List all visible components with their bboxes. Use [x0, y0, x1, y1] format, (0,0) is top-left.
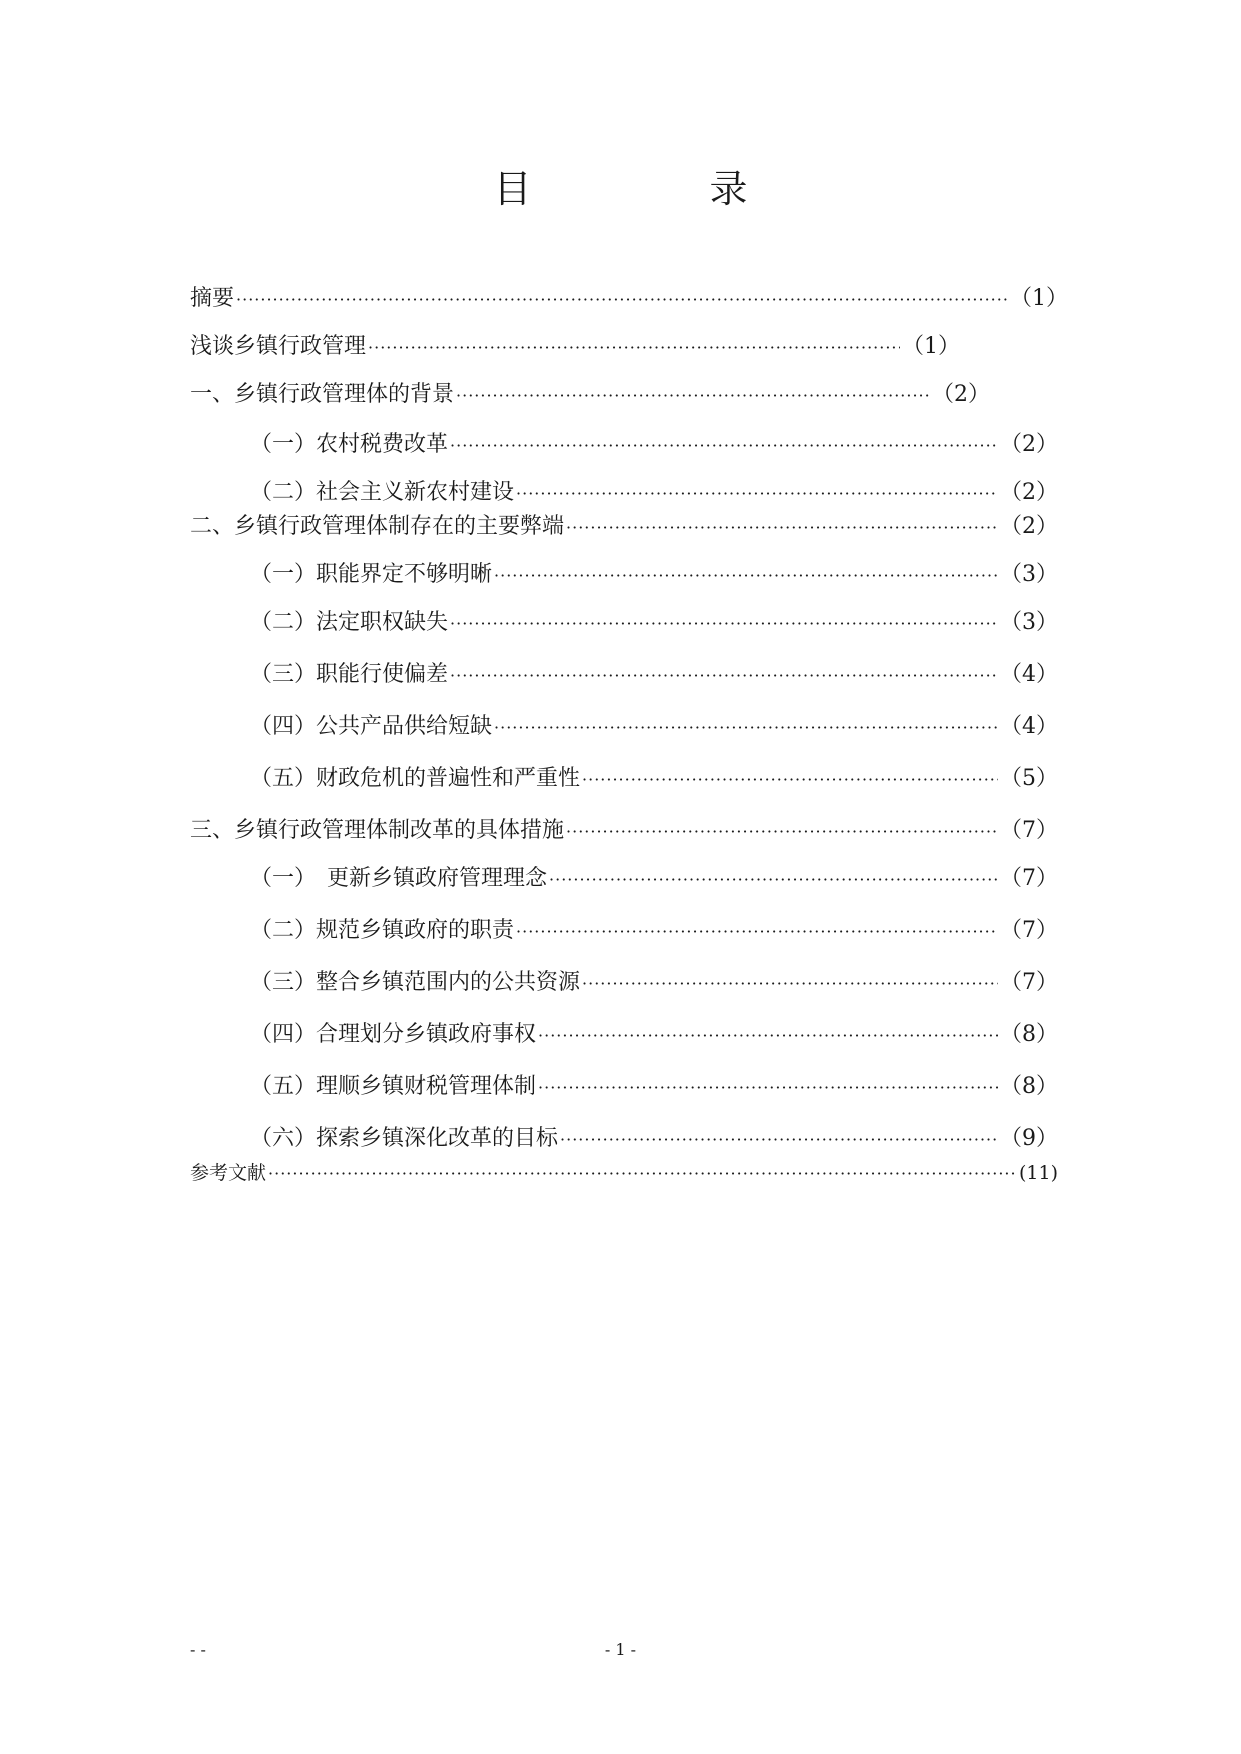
- dot-leader: [236, 285, 1008, 315]
- dot-leader: [450, 661, 998, 691]
- toc-entry-section-3[interactable]: [190, 816, 1058, 846]
- toc-entry-title: 一、乡镇行政管理体的背景: [190, 382, 455, 407]
- dot-leader: [582, 765, 998, 795]
- dot-leader: [450, 431, 998, 461]
- dot-leader: [549, 865, 998, 895]
- toc-entry-page: （1）: [902, 334, 960, 359]
- toc-entry-section-3-1[interactable]: [250, 864, 1058, 894]
- toc-entry-page: （2）: [932, 382, 990, 407]
- toc-entry-title: 三、乡镇行政管理体制改革的具体措施: [190, 818, 565, 843]
- dot-leader: [268, 1159, 1017, 1189]
- toc-entry-page: （2）: [1000, 514, 1058, 539]
- dot-leader: [582, 969, 998, 999]
- dot-leader: [456, 381, 930, 411]
- toc-entry-title: 摘要: [190, 286, 235, 311]
- toc-entry-section-3-5[interactable]: [250, 1072, 1058, 1102]
- toc-entry-title: （四）合理划分乡镇政府事权: [250, 1022, 537, 1047]
- toc-entry-section-2-5[interactable]: [250, 764, 1058, 794]
- toc-entry-page: （7）: [1000, 818, 1058, 843]
- dot-leader: [494, 713, 998, 743]
- dot-leader: [368, 333, 900, 363]
- toc-entry-title: （一）农村税费改革: [250, 432, 449, 457]
- dot-leader: [538, 1021, 998, 1051]
- toc-entry-page: （5）: [1000, 766, 1058, 791]
- toc-entry-page: （7）: [1000, 970, 1058, 995]
- toc-entry-section-1-2[interactable]: [250, 478, 1058, 508]
- toc-entry-references[interactable]: [190, 1158, 1058, 1188]
- toc-entry-page: （3）: [1000, 610, 1058, 635]
- page-title: 目 录: [493, 167, 818, 211]
- toc-entry-page: （4）: [1000, 714, 1058, 739]
- toc-entry-section-3-4[interactable]: [250, 1020, 1058, 1050]
- toc-entry-title: （三）职能行使偏差: [250, 662, 449, 687]
- toc-entry-page: （8）: [1000, 1022, 1058, 1047]
- toc-entry-section-3-3[interactable]: [250, 968, 1058, 998]
- toc-entry-intro[interactable]: [190, 332, 960, 362]
- dot-leader: [566, 817, 998, 847]
- dot-leader: [566, 513, 998, 543]
- toc-entry-title: （一）职能界定不够明晰: [250, 562, 493, 587]
- toc-entry-section-2-4[interactable]: [250, 712, 1058, 742]
- toc-entry-title: （二）法定职权缺失: [250, 610, 449, 635]
- dot-leader: [560, 1125, 998, 1155]
- toc-entry-section-2[interactable]: [190, 512, 1058, 542]
- toc-entry-title: （六）探索乡镇深化改革的目标: [250, 1126, 559, 1151]
- toc-entry-title: （二）社会主义新农村建设: [250, 480, 515, 505]
- toc-entry-section-2-1[interactable]: [250, 560, 1058, 590]
- toc-entry-title: （五）理顺乡镇财税管理体制: [250, 1074, 537, 1099]
- dot-leader: [450, 609, 998, 639]
- toc-entry-page: （3）: [1000, 562, 1058, 587]
- toc-entry-title: （五）财政危机的普遍性和严重性: [250, 766, 581, 791]
- toc-entry-abstract[interactable]: [190, 284, 1068, 314]
- dot-leader: [516, 917, 998, 947]
- toc-entry-title: 二、乡镇行政管理体制存在的主要弊端: [190, 514, 565, 539]
- toc-entry-page: （7）: [1000, 918, 1058, 943]
- dot-leader: [538, 1073, 998, 1103]
- toc-entry-section-1[interactable]: [190, 380, 990, 410]
- toc-entry-section-3-2[interactable]: [250, 916, 1058, 946]
- toc-entry-section-3-6[interactable]: [250, 1124, 1058, 1154]
- dot-leader: [494, 561, 998, 591]
- footer-mark: - -: [190, 1640, 206, 1659]
- toc-entry-section-2-3[interactable]: [250, 660, 1058, 690]
- toc-entry-title: （一） 更新乡镇政府管理理念: [250, 866, 548, 891]
- toc-entry-title: （四）公共产品供给短缺: [250, 714, 493, 739]
- toc-entry-title: 浅谈乡镇行政管理: [190, 334, 367, 359]
- toc-entry-title: （二）规范乡镇政府的职责: [250, 918, 515, 943]
- toc-entry-page: （9）: [1000, 1126, 1058, 1151]
- toc-entry-page: （2）: [1000, 432, 1058, 457]
- dot-leader: [516, 479, 998, 509]
- toc-entry-page: （2）: [1000, 480, 1058, 505]
- toc-entry-title: （三）整合乡镇范围内的公共资源: [250, 970, 581, 995]
- toc-entry-page: （4）: [1000, 662, 1058, 687]
- page-number: - 1 -: [604, 1640, 637, 1659]
- toc-entry-section-1-1[interactable]: [250, 430, 1058, 460]
- toc-entry-page: （8）: [1000, 1074, 1058, 1099]
- toc-entry-page: （1）: [1010, 286, 1068, 311]
- toc-entry-page: (11): [1018, 1162, 1058, 1184]
- toc-entry-title: 参考文献: [190, 1162, 267, 1184]
- toc-entry-page: （7）: [1000, 866, 1058, 891]
- toc-entry-section-2-2[interactable]: [250, 608, 1058, 638]
